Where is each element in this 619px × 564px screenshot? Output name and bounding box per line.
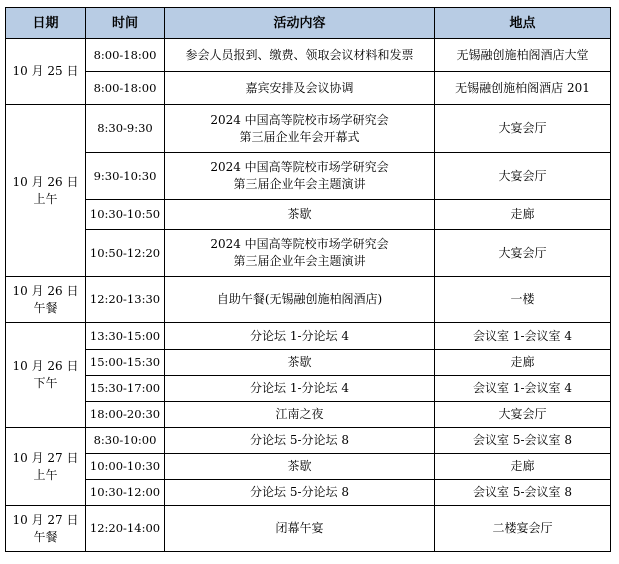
location-cell: 会议室 5-会议室 8 — [435, 480, 611, 506]
time-cell: 12:20-14:00 — [86, 506, 165, 552]
location-cell: 走廊 — [435, 350, 611, 376]
date-cell: 10 月 27 日 午餐 — [6, 506, 86, 552]
activity-cell: 分论坛 5-分论坛 8 — [165, 480, 435, 506]
time-cell: 8:00-18:00 — [86, 72, 165, 105]
table-row — [6, 454, 611, 480]
table-row — [6, 153, 611, 200]
activity-cell: 2024 中国高等院校市场学研究会 第三届企业年会主题演讲 — [165, 153, 435, 200]
activity-cell: 自助午餐(无锡融创施柏阁酒店) — [165, 277, 435, 323]
table-row — [6, 506, 611, 552]
header-date: 日期 — [6, 8, 86, 39]
table-row — [6, 39, 611, 72]
location-cell: 大宴会厅 — [435, 153, 611, 200]
activity-cell: 分论坛 1-分论坛 4 — [165, 323, 435, 350]
location-cell: 大宴会厅 — [435, 105, 611, 153]
location-cell: 大宴会厅 — [435, 230, 611, 277]
table-row — [6, 277, 611, 323]
time-cell: 15:00-15:30 — [86, 350, 165, 376]
time-cell: 8:00-18:00 — [86, 39, 165, 72]
time-cell: 13:30-15:00 — [86, 323, 165, 350]
table-row — [6, 480, 611, 506]
header-time: 时间 — [86, 8, 165, 39]
time-cell: 10:00-10:30 — [86, 454, 165, 480]
activity-cell: 分论坛 1-分论坛 4 — [165, 376, 435, 402]
activity-cell: 分论坛 5-分论坛 8 — [165, 428, 435, 454]
date-cell: 10 月 26 日 下午 — [6, 323, 86, 428]
location-cell: 无锡融创施柏阁酒店 201 — [435, 72, 611, 105]
activity-cell: 茶歇 — [165, 454, 435, 480]
time-cell: 10:30-10:50 — [86, 200, 165, 230]
table-header-row — [6, 8, 611, 39]
activity-cell: 参会人员报到、缴费、领取会议材料和发票 — [165, 39, 435, 72]
activity-cell: 闭幕午宴 — [165, 506, 435, 552]
location-cell: 二楼宴会厅 — [435, 506, 611, 552]
table-row — [6, 428, 611, 454]
schedule-table — [5, 7, 611, 552]
location-cell: 会议室 1-会议室 4 — [435, 323, 611, 350]
location-cell: 走廊 — [435, 454, 611, 480]
location-cell: 会议室 1-会议室 4 — [435, 376, 611, 402]
table-row — [6, 350, 611, 376]
time-cell: 10:30-12:00 — [86, 480, 165, 506]
time-cell: 12:20-13:30 — [86, 277, 165, 323]
activity-cell: 茶歇 — [165, 200, 435, 230]
time-cell: 9:30-10:30 — [86, 153, 165, 200]
time-cell: 10:50-12:20 — [86, 230, 165, 277]
activity-cell: 茶歇 — [165, 350, 435, 376]
table-row — [6, 72, 611, 105]
time-cell: 8:30-9:30 — [86, 105, 165, 153]
table-row — [6, 230, 611, 277]
table-row — [6, 105, 611, 153]
time-cell: 15:30-17:00 — [86, 376, 165, 402]
activity-cell: 嘉宾安排及会议协调 — [165, 72, 435, 105]
date-cell: 10 月 26 日 上午 — [6, 105, 86, 277]
location-cell: 会议室 5-会议室 8 — [435, 428, 611, 454]
location-cell: 一楼 — [435, 277, 611, 323]
header-activity: 活动内容 — [165, 8, 435, 39]
table-row — [6, 323, 611, 350]
activity-cell: 2024 中国高等院校市场学研究会 第三届企业年会开幕式 — [165, 105, 435, 153]
activity-cell: 2024 中国高等院校市场学研究会 第三届企业年会主题演讲 — [165, 230, 435, 277]
table-row — [6, 376, 611, 402]
date-cell: 10 月 26 日 午餐 — [6, 277, 86, 323]
header-location: 地点 — [435, 8, 611, 39]
location-cell: 大宴会厅 — [435, 402, 611, 428]
time-cell: 8:30-10:00 — [86, 428, 165, 454]
date-cell: 10 月 25 日 — [6, 39, 86, 105]
location-cell: 无锡融创施柏阁酒店大堂 — [435, 39, 611, 72]
time-cell: 18:00-20:30 — [86, 402, 165, 428]
date-cell: 10 月 27 日 上午 — [6, 428, 86, 506]
location-cell: 走廊 — [435, 200, 611, 230]
activity-cell: 江南之夜 — [165, 402, 435, 428]
table-row — [6, 402, 611, 428]
table-row — [6, 200, 611, 230]
